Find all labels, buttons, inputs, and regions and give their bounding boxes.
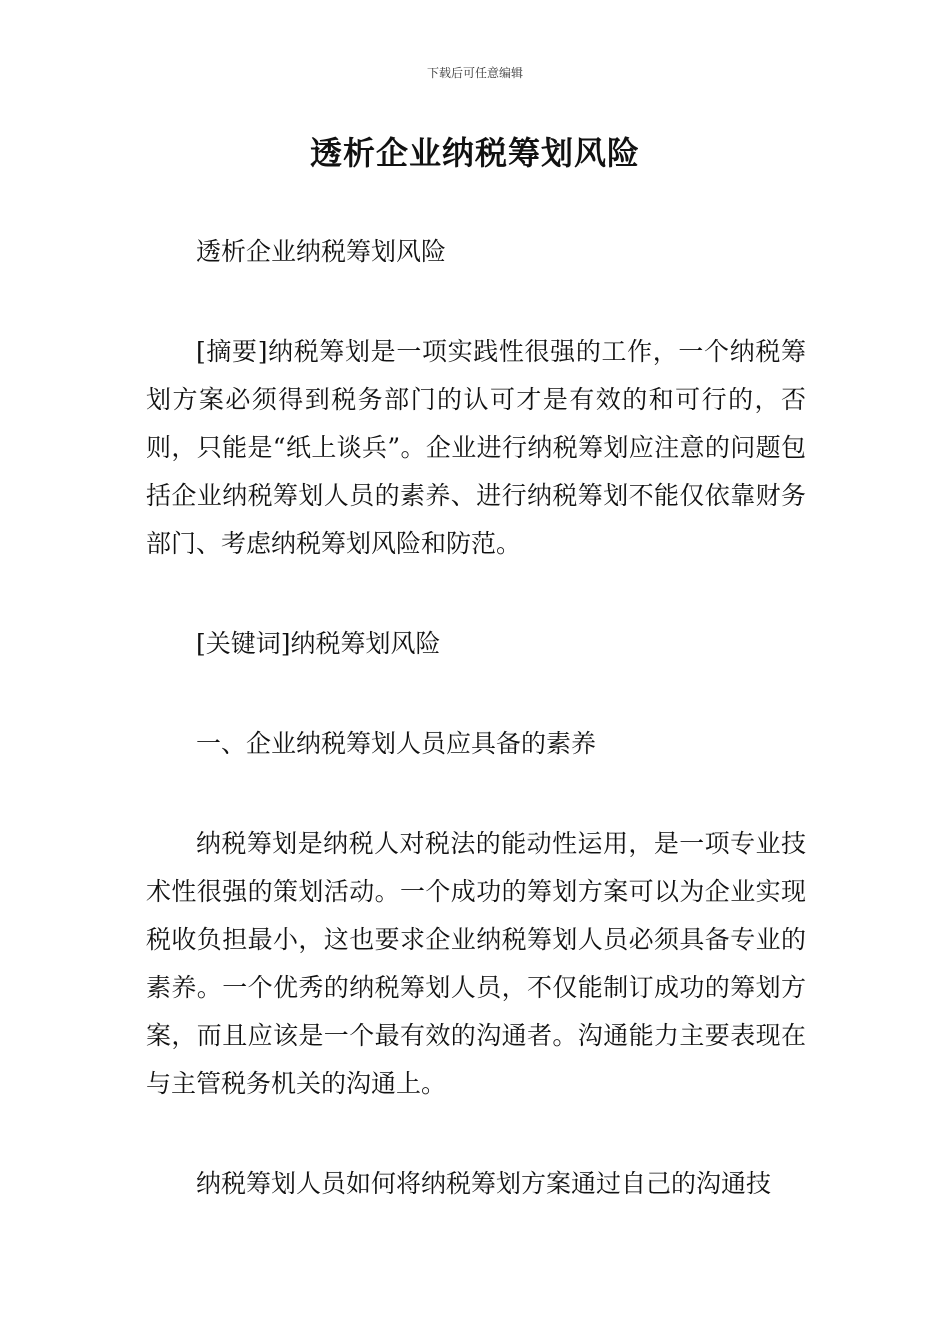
paragraph-abstract: [摘要]纳税筹划是一项实践性很强的工作，一个纳税筹划方案必须得到税务部门的认可才是有效的和可行的，否则，只能是“纸上谈兵”。企业进行纳税筹划应注意的问题包括企业纳税筹划人员的素养、进行纳税筹划不能仅依靠财务部门、考虑纳税筹划风险和防范。 (146, 337, 806, 558)
section-heading-1: 一、企业纳税筹划人员应具备的素养 (196, 729, 597, 758)
document-title: 透析企业纳税筹划风险 (309, 134, 640, 172)
document-body (146, 228, 806, 1208)
paragraph-spacer (146, 1108, 806, 1160)
paragraph-spacer (146, 768, 806, 820)
paragraph-keywords: [关键词]纳税筹划风险 (196, 629, 441, 658)
paragraph-spacer (146, 668, 806, 720)
paragraph-spacer (146, 276, 806, 328)
paragraph-spacer (146, 568, 806, 620)
header-note: 下载后可任意编辑 (426, 66, 523, 80)
paragraph-body-2: 纳税筹划人员如何将纳税筹划方案通过自己的沟通技 (196, 1169, 772, 1198)
paragraph-subtitle: 透析企业纳税筹划风险 (196, 237, 447, 266)
paragraph-body-1: 纳税筹划是纳税人对税法的能动性运用，是一项专业技术性很强的策划活动。一个成功的筹划方案可以为企业实现税收负担最小，这也要求企业纳税筹划人员必须具备专业的素养。一个优秀的纳税筹划人员，不仅能制订成功的筹划方案，而且应该是一个最有效的沟通者。沟通能力主要表现在与主管税务机关的沟通上。 (146, 829, 806, 1098)
